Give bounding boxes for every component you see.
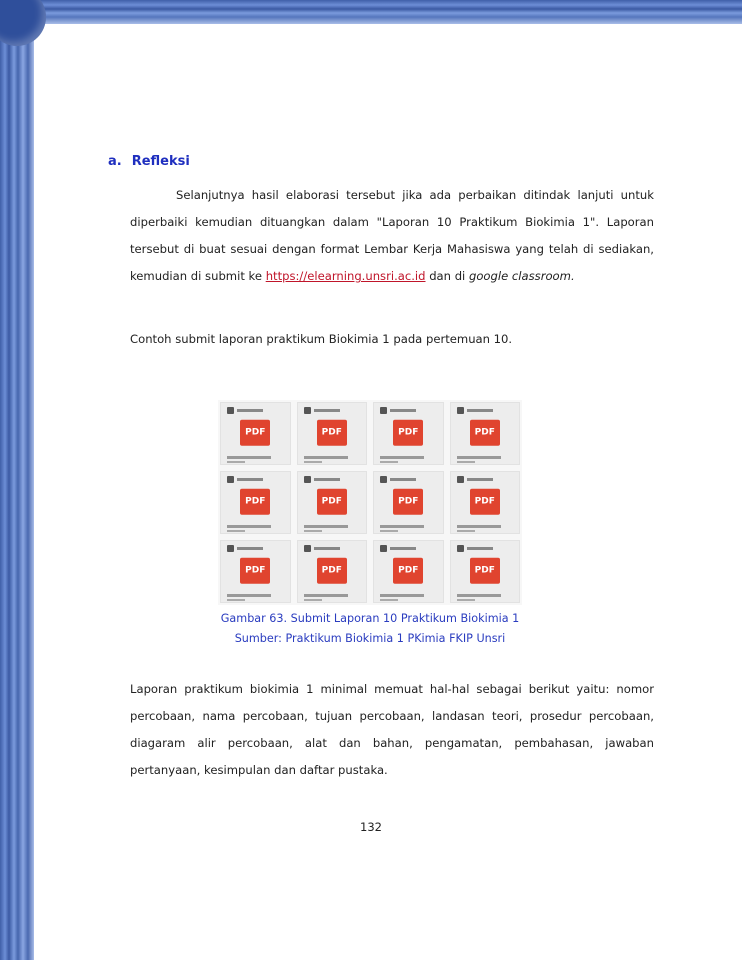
user-avatar-icon [380, 407, 387, 414]
tile-header [304, 476, 340, 483]
file-tile[interactable] [373, 540, 444, 603]
tile-filename-placeholder [380, 594, 424, 597]
tile-header [457, 407, 493, 414]
paragraph-example: Contoh submit laporan praktikum Biokimia 1 pada pertemuan 10. [130, 332, 513, 346]
user-avatar-icon [227, 407, 234, 414]
pdf-file-icon: PDF [393, 488, 423, 514]
pdf-file-icon: PDF [470, 557, 500, 583]
tile-header [457, 476, 493, 483]
tile-filename-placeholder [457, 594, 501, 597]
tile-filename-placeholder [380, 530, 398, 532]
file-tile[interactable] [373, 471, 444, 534]
paragraph-text: Selanjutnya hasil elaborasi tersebut jika ada perbaikan ditindak lanjuti untuk diperbaiki kemudian dituangkan dalam "Laporan 10 Praktikum Biokimia 1". Laporan tersebut di buat sesuai dengan format Lembar Kerja Mahasiswa yang telah di sediakan, kemudian di submit ke [130, 188, 654, 283]
file-tile[interactable] [220, 402, 291, 465]
file-tile[interactable] [450, 540, 521, 603]
tile-filename-placeholder [380, 599, 398, 601]
user-avatar-icon [304, 407, 311, 414]
tile-filename-placeholder [457, 461, 475, 463]
tile-name-placeholder [467, 409, 493, 412]
tile-filename-placeholder [227, 530, 245, 532]
pdf-file-icon: PDF [317, 488, 347, 514]
section-title: Refleksi [131, 154, 190, 169]
tile-filename-placeholder [457, 530, 475, 532]
tile-header [380, 545, 416, 552]
tile-name-placeholder [390, 478, 416, 481]
file-tile[interactable] [297, 471, 368, 534]
user-avatar-icon [457, 476, 464, 483]
tile-name-placeholder [237, 409, 263, 412]
tile-header [227, 545, 263, 552]
pdf-file-icon: PDF [317, 419, 347, 445]
corner-ornament [0, 0, 46, 46]
tile-name-placeholder [467, 547, 493, 550]
user-avatar-icon [457, 407, 464, 414]
tile-filename-placeholder [457, 525, 501, 528]
tile-name-placeholder [390, 409, 416, 412]
tile-filename-placeholder [380, 456, 424, 459]
paragraph-reflection [130, 182, 654, 290]
tile-filename-placeholder [304, 594, 348, 597]
tile-filename-placeholder [457, 599, 475, 601]
file-tile[interactable] [297, 540, 368, 603]
user-avatar-icon [457, 545, 464, 552]
pdf-file-icon: PDF [240, 488, 270, 514]
tile-header [227, 407, 263, 414]
section-heading [108, 154, 190, 169]
user-avatar-icon [227, 476, 234, 483]
file-tile[interactable] [450, 471, 521, 534]
tile-header [380, 407, 416, 414]
tile-name-placeholder [390, 547, 416, 550]
tile-name-placeholder [314, 547, 340, 550]
pdf-file-icon: PDF [393, 419, 423, 445]
section-letter: a. [108, 154, 122, 169]
tile-filename-placeholder [304, 599, 322, 601]
tile-filename-placeholder [304, 456, 348, 459]
tile-name-placeholder [237, 547, 263, 550]
tile-header [304, 545, 340, 552]
left-border-decoration [0, 0, 34, 960]
tile-name-placeholder [237, 478, 263, 481]
tile-header [380, 476, 416, 483]
user-avatar-icon [380, 476, 387, 483]
tile-filename-placeholder [380, 461, 398, 463]
file-tile[interactable] [373, 402, 444, 465]
paragraph-text-after-link: dan di [429, 269, 466, 283]
pdf-file-icon: PDF [470, 419, 500, 445]
tile-header [227, 476, 263, 483]
figure-caption: Gambar 63. Submit Laporan 10 Praktikum Biokimia 1 [220, 612, 520, 625]
user-avatar-icon [380, 545, 387, 552]
file-tile[interactable] [220, 471, 291, 534]
figure-source: Sumber: Praktikum Biokimia 1 PKimia FKIP Unsri [234, 632, 506, 645]
pdf-file-icon: PDF [470, 488, 500, 514]
google-classroom-text: google classroom. [468, 269, 575, 283]
tile-filename-placeholder [227, 594, 271, 597]
tile-header [457, 545, 493, 552]
tile-filename-placeholder [227, 599, 245, 601]
tile-name-placeholder [467, 478, 493, 481]
file-tile[interactable] [220, 540, 291, 603]
file-tile-grid [218, 400, 522, 605]
pdf-file-icon: PDF [240, 419, 270, 445]
pdf-file-icon: PDF [393, 557, 423, 583]
tile-header [304, 407, 340, 414]
user-avatar-icon [304, 545, 311, 552]
elearning-link[interactable]: https://elearning.unsri.ac.id [265, 269, 426, 283]
tile-filename-placeholder [304, 525, 348, 528]
user-avatar-icon [227, 545, 234, 552]
submission-figure [218, 400, 522, 605]
tile-filename-placeholder [227, 525, 271, 528]
tile-filename-placeholder [380, 525, 424, 528]
file-tile[interactable] [450, 402, 521, 465]
tile-name-placeholder [314, 409, 340, 412]
tile-filename-placeholder [304, 461, 322, 463]
tile-filename-placeholder [304, 530, 322, 532]
top-border-decoration [0, 0, 742, 24]
tile-name-placeholder [314, 478, 340, 481]
file-tile[interactable] [297, 402, 368, 465]
tile-filename-placeholder [227, 461, 245, 463]
pdf-file-icon: PDF [240, 557, 270, 583]
user-avatar-icon [304, 476, 311, 483]
tile-filename-placeholder [227, 456, 271, 459]
paragraph-report-content: Laporan praktikum biokimia 1 minimal memuat hal-hal sebagai berikut yaitu: nomor percobaan, nama percobaan, tujuan percobaan, landasan teori, prosedur percobaan, diagaram alir percobaan, alat dan bahan, pengamatan, pembahasan, jawaban pertanyaan, kesimpulan dan daftar pustaka. [130, 682, 654, 777]
tile-filename-placeholder [457, 456, 501, 459]
page-number: 132 [360, 820, 382, 834]
pdf-file-icon: PDF [317, 557, 347, 583]
